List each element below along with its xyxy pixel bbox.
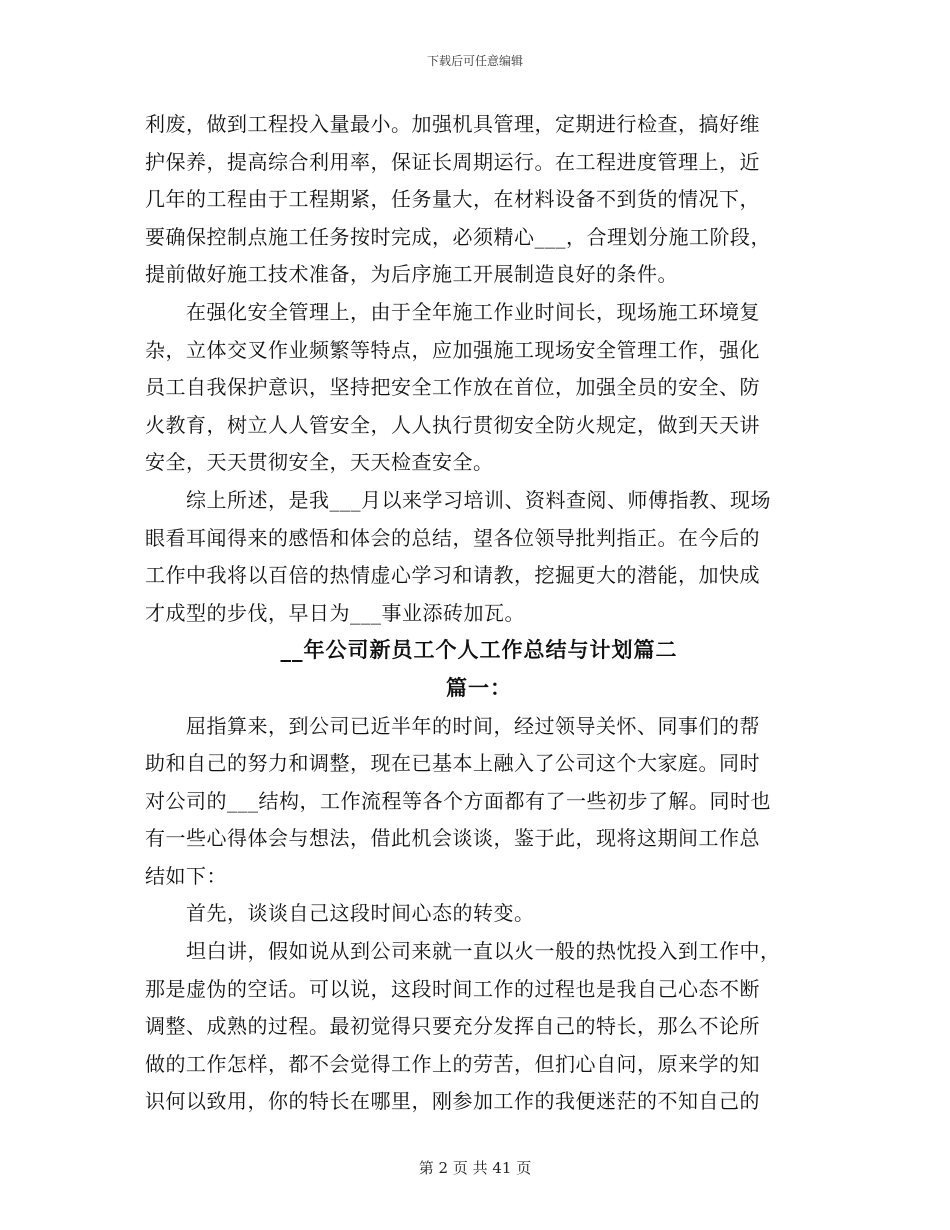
text-line: 那是虚伪的空话。可以说，这段时间工作的过程也是我自己心态不断 bbox=[145, 976, 760, 1001]
text-line: 才成型的步伐，早日为___事业添砖加瓦。 bbox=[145, 600, 525, 625]
paragraph-half-year-review bbox=[145, 708, 813, 896]
document-body bbox=[145, 106, 813, 1121]
text-line: 综上所述，是我___月以来学习培训、资料查阅、师傅指教、现场 bbox=[145, 487, 771, 512]
text-line: 工作中我将以百倍的热情虚心学习和请教，挖掘更大的潜能，加快成 bbox=[145, 563, 760, 588]
paragraph-safety-management bbox=[145, 294, 813, 482]
text-line: 提前做好施工技术准备，为后序施工开展制造良好的条件。 bbox=[145, 262, 678, 287]
text-line: 护保养，提高综合利用率，保证长周期运行。在工程进度管理上，近 bbox=[145, 149, 760, 174]
text-line: 利废，做到工程投入量最小。加强机具管理，定期进行检查，搞好维 bbox=[145, 112, 760, 136]
text-line: 做的工作怎样，都不会觉得工作上的劳苦，但扪心自问，原来学的知 bbox=[145, 1051, 760, 1076]
text-line: 杂，立体交叉作业频繁等特点，应加强施工现场安全管理工作，强化 bbox=[145, 337, 760, 362]
paragraph-construction-progress bbox=[145, 106, 813, 294]
section-subtitle: 篇一： bbox=[446, 675, 512, 700]
text-line: 屈指算来，到公司已近半年的时间，经过领导关怀、同事们的帮 bbox=[145, 713, 760, 738]
paragraph-mindset-detail bbox=[145, 933, 813, 1121]
paragraph-mindset-intro bbox=[145, 895, 813, 933]
text-line: 识何以致用，你的特长在哪里，刚参加工作的我便迷茫的不知自己的 bbox=[145, 1089, 760, 1114]
text-line: 几年的工程由于工程期紧，任务量大，在材料设备不到货的情况下， bbox=[145, 187, 760, 212]
text-line: 调整、成熟的过程。最初觉得只要充分发挥自己的特长，那么不论所 bbox=[145, 1014, 760, 1039]
page-number-footer: 第 2 页 共 41 页 bbox=[418, 1159, 532, 1177]
text-line: 员工自我保护意识，坚持把安全工作放在首位，加强全员的安全、防 bbox=[145, 375, 760, 400]
text-line: 结如下： bbox=[145, 863, 227, 888]
text-line: 安全，天天贯彻安全，天天检查安全。 bbox=[145, 450, 494, 475]
text-line: 有一些心得体会与想法，借此机会谈谈，鉴于此，现将这期间工作总 bbox=[145, 826, 760, 851]
text-line: 火教育，树立人人管安全，人人执行贯彻安全防火规定，做到天天讲 bbox=[145, 412, 760, 437]
text-line: 首先，谈谈自己这段时间心态的转变。 bbox=[145, 901, 535, 926]
text-line: 坦白讲，假如说从到公司来就一直以火一般的热忱投入到工作中， bbox=[145, 939, 781, 964]
text-line: 要确保控制点施工任务按时完成，必须精心___，合理划分施工阶段， bbox=[145, 224, 771, 249]
section-title: __年公司新员工个人工作总结与计划篇二 bbox=[280, 638, 678, 663]
text-line: 对公司的___结构，工作流程等各个方面都有了一些初步了解。同时也 bbox=[145, 788, 771, 813]
text-line: 助和自己的努力和调整，现在已基本上融入了公司这个大家庭。同时 bbox=[145, 751, 760, 776]
text-line: 在强化安全管理上，由于全年施工作业时间长，现场施工环境复 bbox=[145, 299, 760, 324]
paragraph-summary bbox=[145, 482, 813, 632]
page-header: 下载后可任意编辑 bbox=[426, 54, 523, 68]
text-line: 眼看耳闻得来的感悟和体会的总结，望各位领导批判指正。在今后的 bbox=[145, 525, 760, 550]
